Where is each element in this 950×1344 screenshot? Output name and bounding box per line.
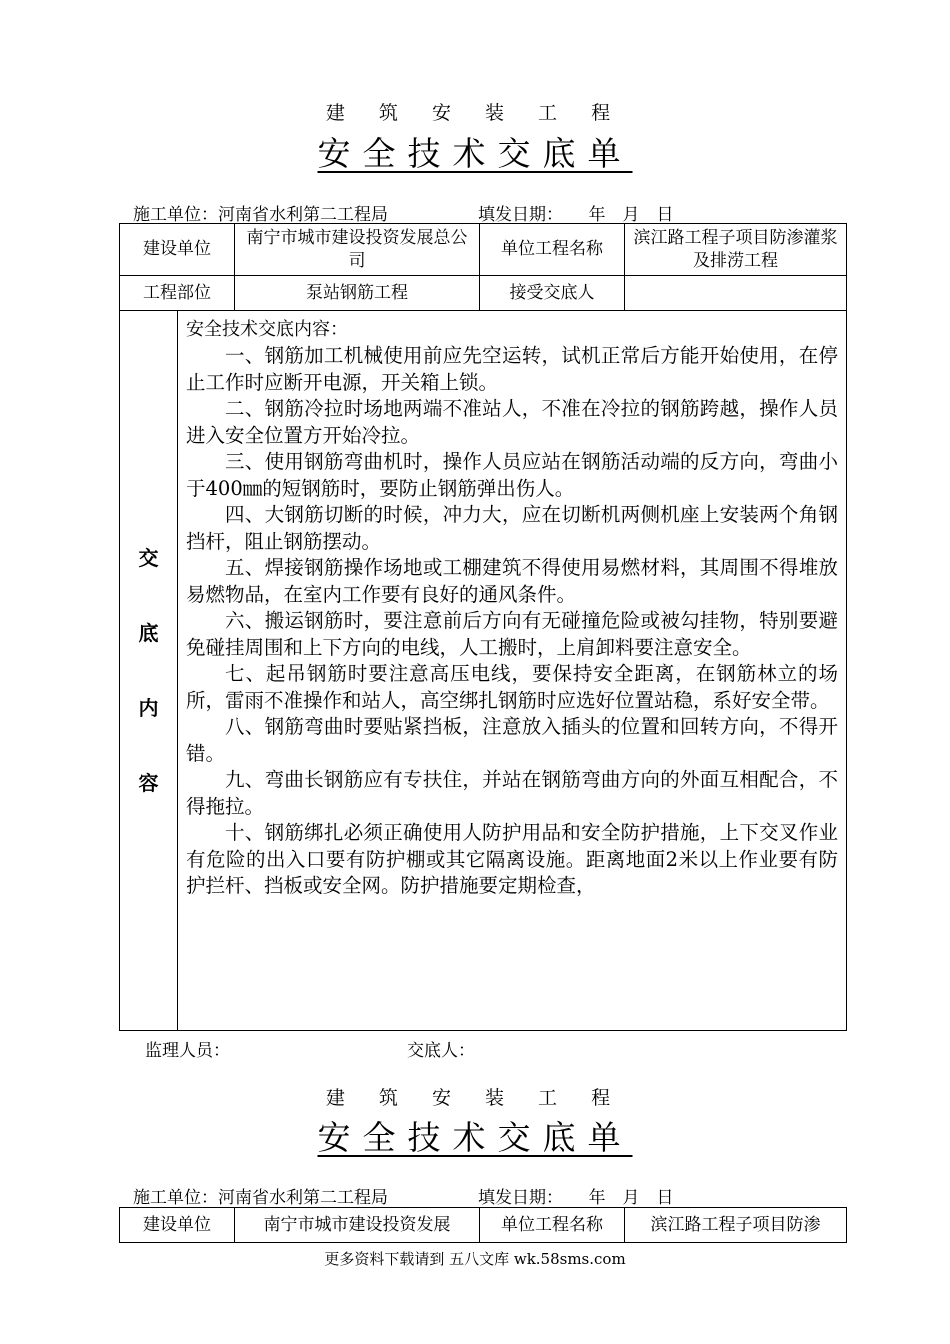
supervisor-label: 监理人员：: [145, 1041, 230, 1061]
content-item: 十、钢筋绑扎必须正确使用人防护用品和安全防护措施，上下交叉作业有危险的出入口要有防护棚或其它隔离设施。距离地面2米以上作业要有防护拦杆、挡板或安全网。防护措施要定期检查，: [186, 821, 838, 897]
content-item: 六、搬运钢筋时，要注意前后方向有无碰撞危险或被勾挂物，特别要避免碰挂周围和上下方向的电线，人工搬时，上肩卸料要注意安全。: [186, 609, 838, 659]
form1-construction-unit: 施工单位：河南省水利第二工程局: [133, 205, 388, 225]
form2-construction-unit: 施工单位：河南省水利第二工程局: [133, 1188, 388, 1208]
content-item: 四、大钢筋切断的时候，冲力大，应在切断机两侧机座上安装两个角钢挡杆，阻止钢筋摆动。: [186, 503, 838, 553]
part-value: 泵站钢筋工程: [235, 276, 480, 311]
footer-source: 更多资料下载请到 五八文库 wk.58sms.com: [324, 1250, 626, 1268]
side-char: 容: [138, 770, 159, 795]
content-item: 一、钢筋加工机械使用前应先空运转，试机正常后方能开始使用，在停止工作时应断开电源，开关箱上锁。: [186, 344, 838, 394]
form1-issue-date: 填发日期： 年 月 日: [478, 205, 674, 225]
content-item: 二、钢筋冷拉时场地两端不准站人，不准在冷拉的钢筋跨越，操作人员进入安全位置方开始冷拉。: [186, 397, 838, 447]
form1-table: [119, 223, 847, 1031]
content-item: 五、焊接钢筋操作场地或工棚建筑不得使用易燃材料，其周围不得堆放易燃物品，在室内工作要有良好的通风条件。: [186, 556, 838, 606]
form1-title: 安全技术交底单: [317, 134, 633, 173]
side-char: 内: [138, 695, 159, 720]
form2-issue-date: 填发日期： 年 月 日: [478, 1188, 674, 1208]
project-label: 单位工程名称: [480, 224, 625, 276]
side-char: 底: [138, 620, 159, 645]
form2-subtitle: 建 筑 安 装 工 程: [325, 1087, 625, 1109]
content-item: 七、起吊钢筋时要注意高压电线，要保持安全距离，在钢筋林立的场所，雷雨不准操作和站人，高空绑扎钢筋时应选好位置站稳，系好安全带。: [186, 662, 838, 712]
owner-label: 建设单位: [120, 224, 235, 276]
part-label: 工程部位: [120, 276, 235, 311]
owner-label: 建设单位: [120, 1208, 235, 1243]
project-label: 单位工程名称: [480, 1208, 625, 1243]
discloser-label: 交底人：: [407, 1041, 475, 1061]
content-item: 三、使用钢筋弯曲机时，操作人员应站在钢筋活动端的反方向，弯曲小于400㎜的短钢筋时，要防止钢筋弹出伤人。: [186, 450, 838, 500]
owner-value: 南宁市城市建设投资发展: [235, 1208, 480, 1243]
form2-table: [119, 1207, 847, 1243]
receiver-label: 接受交底人: [480, 276, 625, 311]
content-heading: 安全技术交底内容：: [186, 319, 348, 340]
content-side-label: [120, 311, 178, 1031]
project-value: 滨江路工程子项目防渗: [625, 1208, 847, 1243]
receiver-value: [625, 276, 847, 311]
content-item: 九、弯曲长钢筋应有专扶住，并站在钢筋弯曲方向的外面互相配合，不得拖拉。: [186, 768, 838, 818]
form2-title: 安全技术交底单: [317, 1118, 633, 1157]
project-value: 滨江路工程子项目防渗灌浆及排涝工程: [625, 224, 847, 276]
content-item: 八、钢筋弯曲时要贴紧挡板，注意放入插头的位置和回转方向，不得开错。: [186, 715, 838, 765]
content-body: [178, 311, 847, 1031]
side-char: 交: [138, 545, 159, 570]
owner-value: 南宁市城市建设投资发展总公司: [235, 224, 480, 276]
form1-subtitle: 建 筑 安 装 工 程: [325, 102, 625, 124]
